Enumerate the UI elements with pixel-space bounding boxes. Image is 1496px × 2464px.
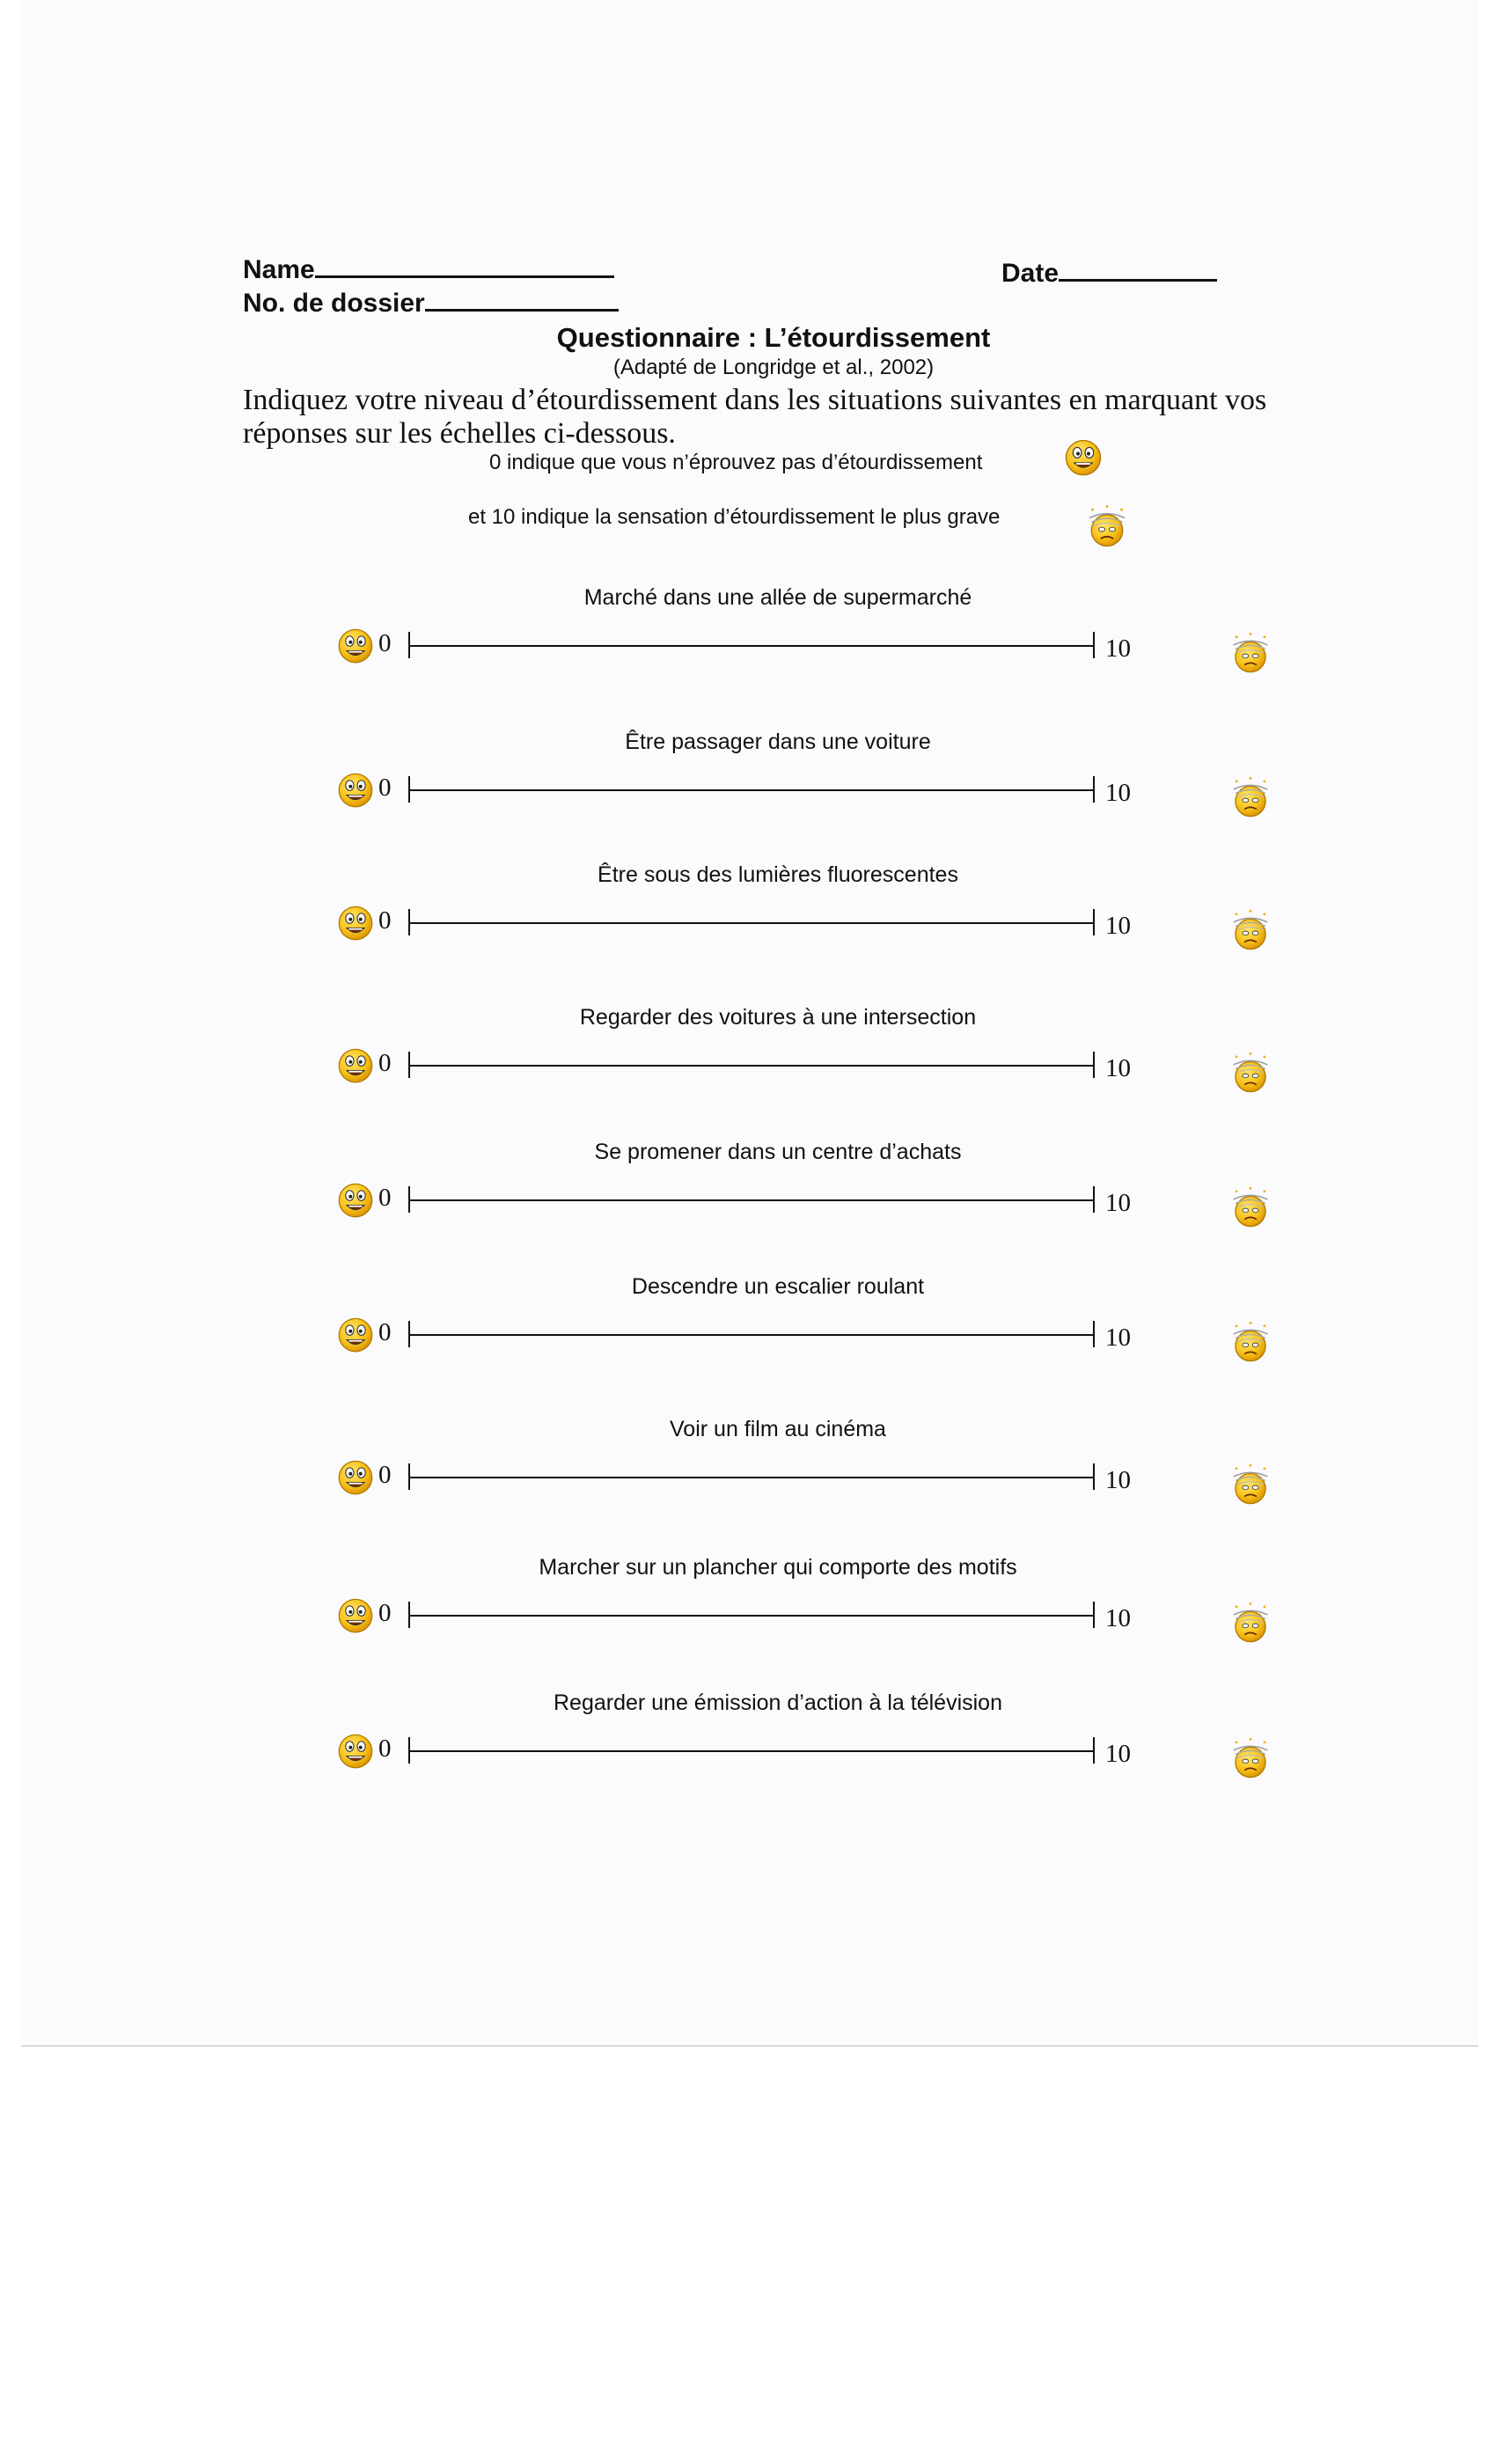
scale-end-tick bbox=[1093, 1321, 1095, 1347]
scale-max-label: 10 bbox=[1105, 634, 1131, 663]
scale-max-label: 10 bbox=[1105, 1054, 1131, 1082]
dizzy-face-icon bbox=[1228, 908, 1272, 952]
scale-min-label: 0 bbox=[378, 906, 392, 935]
scale-min-label: 0 bbox=[378, 629, 392, 657]
scale-min-label: 0 bbox=[378, 774, 392, 802]
happy-face-icon bbox=[336, 1045, 375, 1084]
scale-item-label: Voir un film au cinéma bbox=[670, 1417, 886, 1441]
rating-scale-line[interactable] bbox=[410, 1065, 1095, 1067]
dizzy-face-icon bbox=[1228, 1736, 1272, 1780]
name-blank[interactable] bbox=[315, 275, 614, 278]
scale-max-label: 10 bbox=[1105, 1604, 1131, 1632]
scale-end-tick bbox=[1093, 632, 1095, 658]
happy-face-icon bbox=[336, 1315, 375, 1353]
scale-min-label: 0 bbox=[378, 1734, 392, 1763]
scale-item-label: Marcher sur un plancher qui comporte des motifs bbox=[539, 1555, 1017, 1580]
scale-max-label: 10 bbox=[1105, 779, 1131, 807]
rating-scale-line[interactable] bbox=[410, 1750, 1095, 1752]
scale-item-label: Marché dans une allée de supermarché bbox=[583, 585, 972, 610]
dizzy-face-icon bbox=[1228, 1463, 1272, 1507]
dizzy-face-icon bbox=[1084, 503, 1130, 549]
scale-end-tick bbox=[1093, 909, 1095, 935]
scale-item-label: Se promener dans un centre d’achats bbox=[594, 1140, 962, 1164]
scale-end-tick bbox=[1093, 1052, 1095, 1078]
date-blank[interactable] bbox=[1059, 279, 1217, 282]
scale-item-label: Être passager dans une voiture bbox=[625, 730, 931, 754]
page-subtitle: (Adapté de Longridge et al., 2002) bbox=[612, 356, 935, 379]
rating-scale-line[interactable] bbox=[410, 645, 1095, 647]
happy-face-icon bbox=[1063, 436, 1104, 477]
scale-max-label: 10 bbox=[1105, 912, 1131, 940]
intro-text bbox=[243, 384, 1281, 451]
scale-max-label: 10 bbox=[1105, 1740, 1131, 1768]
legend-ten-text: et 10 indique la sensation d’étourdissement le plus grave bbox=[468, 505, 1001, 529]
date-field[interactable] bbox=[1001, 259, 1217, 289]
rating-scale-line[interactable] bbox=[410, 789, 1095, 791]
rating-scale-line[interactable] bbox=[410, 1615, 1095, 1617]
dizzy-face-icon bbox=[1228, 775, 1272, 819]
scale-item-label: Être sous des lumières fluorescentes bbox=[598, 862, 958, 887]
dossier-blank[interactable] bbox=[425, 309, 619, 312]
scale-max-label: 10 bbox=[1105, 1189, 1131, 1217]
happy-face-icon bbox=[336, 903, 375, 942]
intro-line-1: Indiquez votre niveau d’étourdissement dans les situations suivantes en marquant vos bbox=[243, 384, 1267, 416]
scale-item-label: Regarder une émission d’action à la télévision bbox=[553, 1690, 1002, 1715]
scale-max-label: 10 bbox=[1105, 1324, 1131, 1352]
date-label: Date bbox=[1001, 259, 1060, 288]
rating-scale-line[interactable] bbox=[410, 1199, 1095, 1201]
scale-min-label: 0 bbox=[378, 1318, 392, 1346]
scale-end-tick bbox=[1093, 1186, 1095, 1213]
scale-min-label: 0 bbox=[378, 1599, 392, 1627]
scale-min-label: 0 bbox=[378, 1461, 392, 1489]
happy-face-icon bbox=[336, 770, 375, 809]
dizzy-face-icon bbox=[1228, 1051, 1272, 1095]
scale-item-label: Regarder des voitures à une intersection bbox=[579, 1005, 977, 1030]
questionnaire-sheet bbox=[21, 0, 1478, 2047]
dossier-field[interactable] bbox=[243, 289, 619, 319]
dizzy-face-icon bbox=[1228, 1320, 1272, 1364]
scale-item-label: Descendre un escalier roulant bbox=[631, 1274, 925, 1299]
happy-face-icon bbox=[336, 1180, 375, 1219]
dizzy-face-icon bbox=[1228, 631, 1272, 675]
page-title: Questionnaire : L’étourdissement bbox=[556, 322, 991, 353]
dizzy-face-icon bbox=[1228, 1601, 1272, 1645]
scale-min-label: 0 bbox=[378, 1049, 392, 1077]
scale-max-label: 10 bbox=[1105, 1466, 1131, 1494]
rating-scale-line[interactable] bbox=[410, 922, 1095, 924]
happy-face-icon bbox=[336, 1731, 375, 1770]
scale-end-tick bbox=[1093, 1463, 1095, 1490]
name-label: Name bbox=[243, 255, 315, 284]
legend-zero-text: 0 indique que vous n’éprouvez pas d’étourdissement bbox=[489, 451, 983, 474]
happy-face-icon bbox=[336, 1595, 375, 1634]
name-field[interactable] bbox=[243, 255, 614, 285]
scale-end-tick bbox=[1093, 1737, 1095, 1764]
rating-scale-line[interactable] bbox=[410, 1334, 1095, 1336]
dossier-label: No. de dossier bbox=[243, 289, 425, 318]
happy-face-icon bbox=[336, 1457, 375, 1496]
intro-line-2: réponses sur les échelles ci-dessous. bbox=[243, 417, 676, 450]
scale-end-tick bbox=[1093, 776, 1095, 803]
rating-scale-line[interactable] bbox=[410, 1477, 1095, 1478]
happy-face-icon bbox=[336, 626, 375, 664]
scale-min-label: 0 bbox=[378, 1184, 392, 1212]
dizzy-face-icon bbox=[1228, 1185, 1272, 1229]
scale-end-tick bbox=[1093, 1602, 1095, 1628]
